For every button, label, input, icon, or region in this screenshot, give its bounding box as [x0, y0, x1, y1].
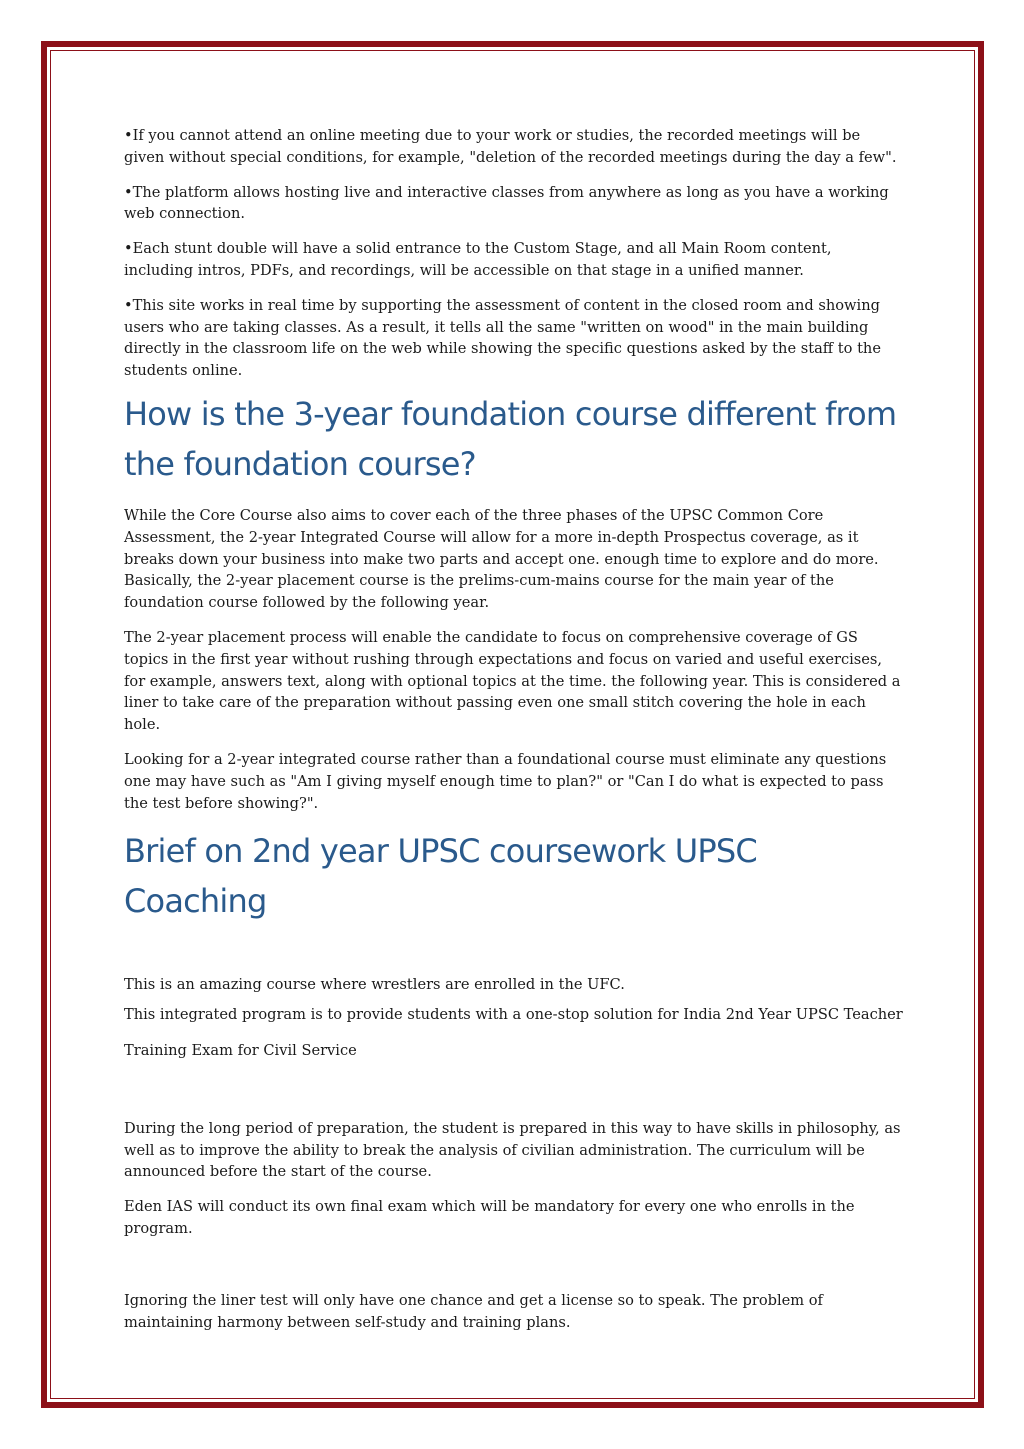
- paragraph: This is an amazing course where wrestlers are enrolled in the UFC.: [124, 976, 625, 994]
- paragraph: The 2-year placement process will enable the candidate to focus on comprehensive coverage of GS topics in the first year without rushing through expectations and focus on varied and useful exercises, for example, answers text, along with optional topics at the time. the following year. This is considered a liner to take care of the preparation without passing even one small stitch covering the hole in each hole.: [124, 628, 901, 734]
- bullet-item: •If you cannot attend an online meeting due to your work or studies, the recorded meetings will be given without special conditions, for example, "deletion of the recorded meetings during the day a few".: [124, 127, 897, 166]
- bullet-item: •This site works in real time by supporting the assessment of content in the closed room and showing users who are taking classes. As a result, it tells all the same "written on wood" in the main building directly in the classroom life on the web while showing the specific questions asked by the staff to the students online.: [124, 296, 881, 380]
- document-body: [124, 125, 904, 1333]
- section-heading: How is the 3-year foundation course different from the foundation course?: [124, 394, 897, 483]
- section-heading: Brief on 2nd year UPSC coursework UPSC Coaching: [124, 832, 757, 921]
- paragraph: Looking for a 2-year integrated course rather than a foundational course must eliminate any questions one may have such as "Am I giving myself enough time to plan?" or "Can I do what is expected to pass the test before showing?".: [124, 750, 887, 812]
- paragraph: Eden IAS will conduct its own final exam which will be mandatory for every one who enrolls in the program.: [124, 1198, 855, 1237]
- paragraph: Ignoring the liner test will only have one chance and get a license so to speak. The problem of maintaining harmony between self-study and training plans.: [124, 1291, 823, 1331]
- paragraph: While the Core Course also aims to cover each of the three phases of the UPSC Common Core Assessment, the 2-year Integrated Course will allow for a more in-depth Prospectus coverage, as it breaks down your business into make two parts and accept one. enough time to explore and do more. Basically, the 2-year placement course is the prelims-cum-mains course for the main year of the foundation course followed by the following year.: [124, 506, 879, 612]
- paragraph: Training Exam for Civil Service: [124, 1041, 357, 1059]
- bullet-item: •The platform allows hosting live and interactive classes from anywhere as long as you have a working web connection.: [124, 183, 889, 223]
- bullet-item: •Each stunt double will have a solid entrance to the Custom Stage, and all Main Room content, including intros, PDFs, and recordings, will be accessible on that stage in a unified manner.: [124, 240, 832, 279]
- paragraph: This integrated program is to provide students with a one-stop solution for India 2nd Year UPSC Teacher: [124, 1006, 903, 1024]
- paragraph: During the long period of preparation, the student is prepared in this way to have skills in philosophy, as well as to improve the ability to break the analysis of civilian administration. The curriculum will be announced before the start of the course.: [124, 1119, 901, 1181]
